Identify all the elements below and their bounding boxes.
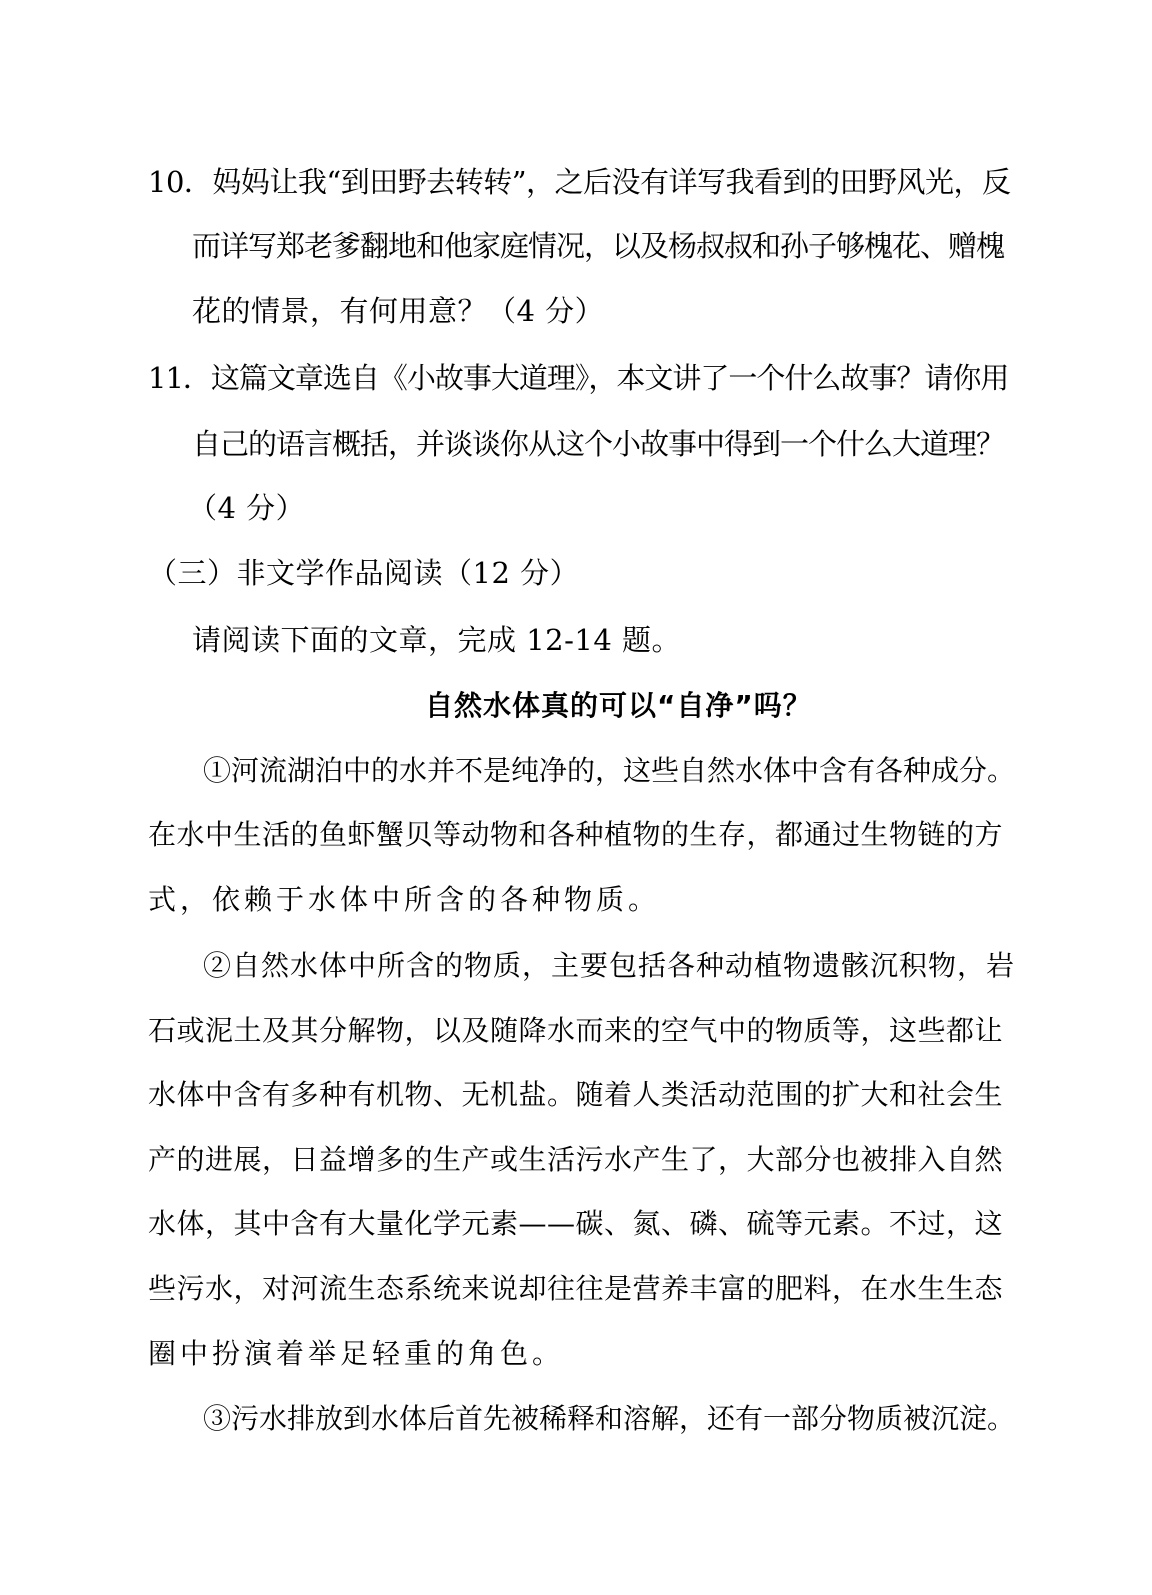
- question-11-line-1: 11．这篇文章选自《小故事大道理》，本文讲了一个什么故事？请你用: [148, 361, 1009, 395]
- article-line: ③污水排放到水体后首先被稀释和溶解，还有一部分物质被沉淀。: [203, 1402, 1016, 1435]
- section-heading: （三）非文学作品阅读（12 分）: [148, 556, 580, 590]
- article-line: ②自然水体中所含的物质，主要包括各种动植物遗骸沉积物，岩: [203, 949, 1016, 982]
- question-10-line-3: 花的情景，有何用意？（4 分）: [192, 294, 605, 328]
- article-line: 水体，其中含有大量化学元素——碳、氮、磷、硫等元素。不过，这: [148, 1207, 1004, 1240]
- question-10-line-1: 10．妈妈让我“到田野去转转”，之后没有详写我看到的田野风光，反: [148, 165, 1011, 199]
- article-line: 些污水，对河流生态系统来说却往往是营养丰富的肥料，在水生生态: [148, 1272, 1004, 1305]
- article-title: 自然水体真的可以“自净”吗？: [425, 689, 812, 722]
- article-line: 产的进展，日益增多的生产或生活污水产生了，大部分也被排入自然: [148, 1143, 1004, 1176]
- question-11-line-2: 自己的语言概括，并谈谈你从这个小故事中得到一个什么大道理？: [192, 427, 1005, 461]
- article-line: 在水中生活的鱼虾蟹贝等动物和各种植物的生存，都通过生物链的方: [148, 818, 1004, 851]
- question-11-line-3: （4 分）: [188, 491, 306, 525]
- article-line: 石或泥土及其分解物，以及随降水而来的空气中的物质等，这些都让: [148, 1014, 1004, 1047]
- article-line: ①河流湖泊中的水并不是纯净的，这些自然水体中含有各种成分。: [203, 754, 1016, 787]
- section-instruction: 请阅读下面的文章，完成 12-14 题。: [192, 623, 682, 657]
- article-line: 式，依赖于水体中所含的各种物质。: [148, 883, 661, 916]
- question-10-line-2: 而详写郑老爹翻地和他家庭情况，以及杨叔叔和孙子够槐花、赠槐: [192, 229, 1005, 263]
- article-line: 圈中扮演着举足轻重的角色。: [148, 1337, 565, 1370]
- article-line: 水体中含有多种有机物、无机盐。随着人类活动范围的扩大和社会生: [148, 1078, 1004, 1111]
